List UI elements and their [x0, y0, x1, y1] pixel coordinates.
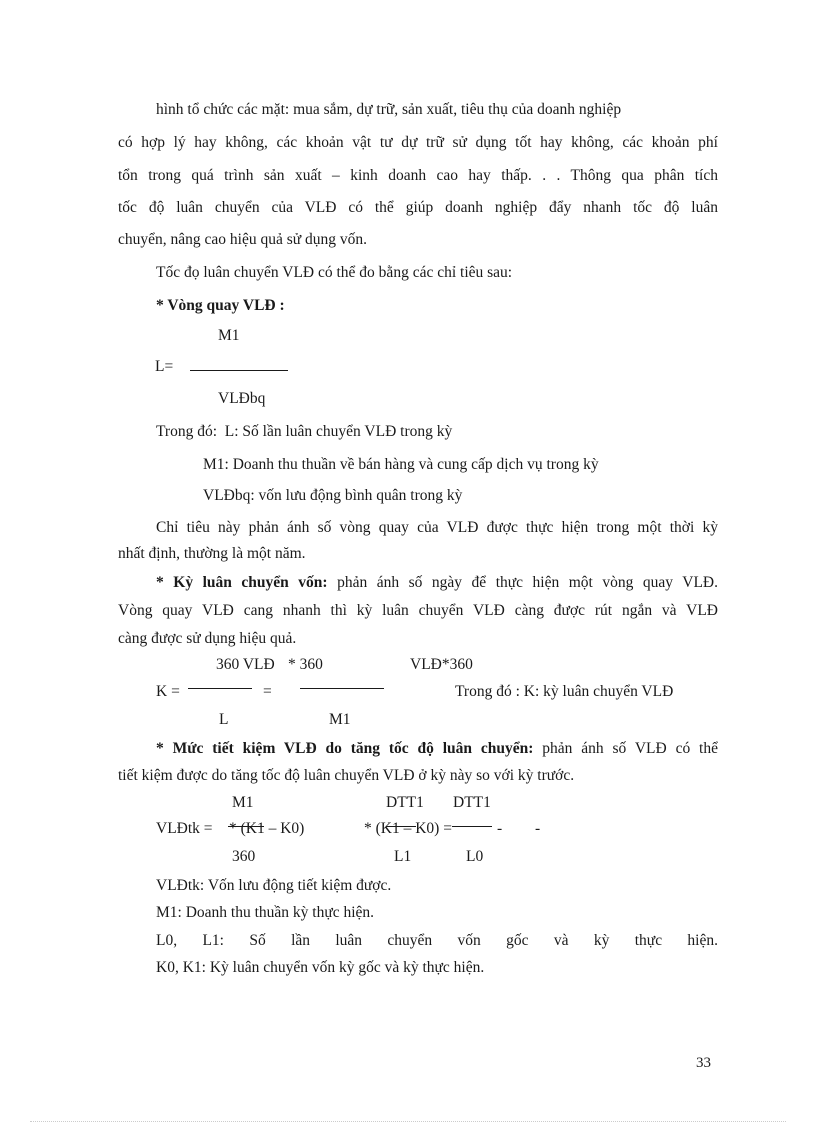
- equals-sign: =: [263, 683, 272, 700]
- formula-numerator: DTT1: [453, 794, 491, 811]
- formula-dash: -: [535, 820, 541, 837]
- section-heading-ky-luan-chuyen: * Kỳ luân chuyển vốn:: [156, 574, 328, 591]
- formula-numerator: 360 VLĐ: [216, 656, 275, 673]
- formula-lhs: K =: [156, 683, 180, 700]
- fraction-line: [190, 370, 288, 371]
- formula-denominator: 360: [232, 848, 256, 865]
- formula-denominator: VLĐbq: [218, 390, 266, 407]
- formula-note: Trong đó : K: kỳ luân chuyển VLĐ: [455, 683, 674, 700]
- formula-numerator: VLĐ*360: [410, 656, 473, 673]
- formula-lhs: L=: [155, 358, 174, 375]
- fraction-line: [452, 826, 492, 827]
- where-line: M1: Doanh thu thuần về bán hàng và cung cấp dịch vụ trong kỳ: [203, 456, 599, 473]
- fraction-line: [188, 688, 252, 689]
- formula-denominator: L: [219, 711, 229, 728]
- definition-line: K0, K1: Kỳ luân chuyển vốn kỳ gốc và kỳ thực hiện.: [156, 959, 485, 976]
- formula-numerator: M1: [218, 327, 240, 344]
- where-line: VLĐbq: vốn lưu động bình quân trong kỳ: [203, 487, 463, 504]
- formula-dash: -: [497, 820, 503, 837]
- formula-numerator: * 360: [288, 656, 323, 673]
- fraction-line: [228, 826, 264, 827]
- section-heading-muc-tiet-kiem: * Mức tiết kiệm VLĐ do tăng tốc độ luân chuyển:: [156, 740, 534, 757]
- where-line: Trong đó: L: Số lần luân chuyển VLĐ trong kỳ: [156, 423, 453, 440]
- formula-expression: * (K1 – K0) =: [364, 820, 452, 837]
- paragraph-line: có hợp lý hay không, các khoản vật tư dự trữ sử dụng tốt hay không, các khoản phí: [118, 134, 718, 151]
- formula-denominator: L0: [466, 848, 484, 865]
- paragraph-line: Chỉ tiêu này phản ánh số vòng quay của VLĐ được thực hiện trong một thời kỳ: [156, 519, 718, 536]
- paragraph-line: càng được sử dụng hiệu quả.: [118, 630, 297, 647]
- formula-numerator: M1: [232, 794, 254, 811]
- paragraph-line: tiết kiệm được do tăng tốc độ luân chuyển VLĐ ở kỳ này so với kỳ trước.: [118, 767, 575, 784]
- formula-numerator: DTT1: [386, 794, 424, 811]
- paragraph-line: nhất định, thường là một năm.: [118, 545, 306, 562]
- formula-expression: * (K1 – K0): [229, 820, 305, 837]
- formula-denominator: L1: [394, 848, 412, 865]
- paragraph-line: Vòng quay VLĐ cang nhanh thì kỳ luân chuyển VLĐ càng được rút ngắn và VLĐ: [118, 602, 718, 619]
- paragraph-line: tổn trong quá trình sản xuất – kinh doanh cao hay thấp. . . Thông qua phân tích: [118, 167, 718, 184]
- definition-line: M1: Doanh thu thuần kỳ thực hiện.: [156, 904, 375, 921]
- definition-line: L0, L1: Số lần luân chuyển vốn gốc và kỳ thực hiện.: [156, 932, 718, 949]
- fraction-line: [386, 826, 416, 827]
- paragraph-line: tốc độ luân chuyển của VLĐ có thể giúp doanh nghiệp đẩy nhanh tốc độ luân: [118, 199, 718, 216]
- intro-text: Tốc đọ luân chuyển VLĐ có thể đo bằng các chỉ tiêu sau:: [156, 264, 513, 281]
- section-heading-vong-quay: * Vòng quay VLĐ :: [156, 297, 285, 314]
- paragraph-line: chuyển, nâng cao hiệu quả sử dụng vốn.: [118, 231, 368, 248]
- page-number: 33: [696, 1055, 711, 1071]
- paragraph-line: hình tổ chức các mặt: mua sắm, dự trữ, sản xuất, tiêu thụ của doanh nghiệp: [156, 101, 622, 118]
- formula-lhs: VLĐtk =: [156, 820, 213, 837]
- fraction-line: [300, 688, 384, 689]
- page-bottom-rule: [30, 1121, 786, 1122]
- section-line-ky-luan-chuyen: * Kỳ luân chuyển vốn: phản ánh số ngày để thực hiện một vòng quay VLĐ.: [156, 574, 718, 591]
- formula-denominator: M1: [329, 711, 351, 728]
- definition-line: VLĐtk: Vốn lưu động tiết kiệm được.: [156, 877, 392, 894]
- section-line-muc-tiet-kiem: * Mức tiết kiệm VLĐ do tăng tốc độ luân chuyển: phản ánh số VLĐ có thể: [156, 740, 718, 757]
